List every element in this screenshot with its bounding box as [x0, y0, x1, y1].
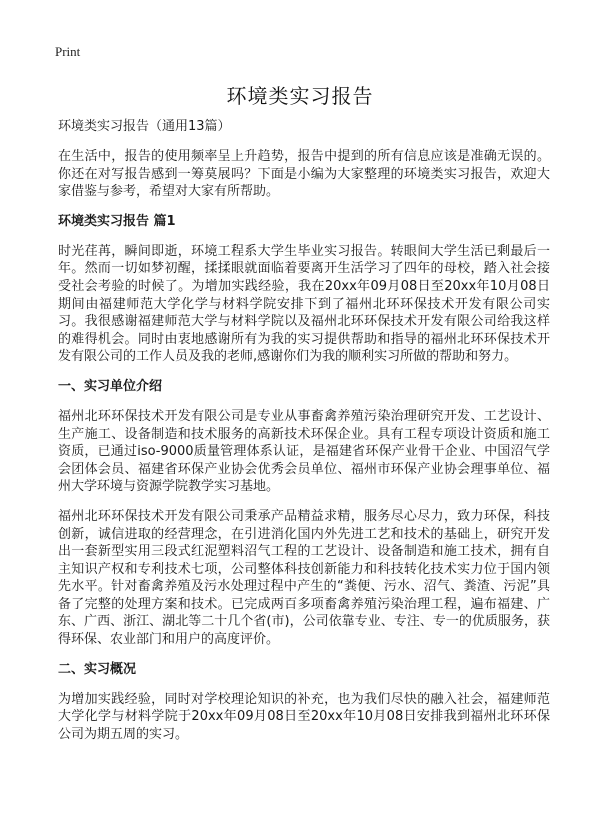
- overview-paragraph: 为增加实践经验，同时对学校理论知识的补充，也为我们尽快的融入社会，福建师范大学化学与材料学院于20xx年09月08日至20xx年10月08日安排我到福州北环环保公司为期五周的实习。: [58, 691, 550, 742]
- document-title: 环境类实习报告: [226, 84, 374, 108]
- section-heading-company: 一、实习单位介绍: [58, 378, 163, 394]
- document-body: [58, 118, 550, 755]
- article-heading: 环境类实习报告 篇1: [58, 213, 176, 229]
- print-link[interactable]: Print: [55, 44, 81, 59]
- company-paragraph-1: 福州北环环保技术开发有限公司是专业从事畜禽养殖污染治理研究开发、工艺设计、生产施工、设备制造和技术服务的高新技术环保企业。具有工程专项设计资质和施工资质，已通过iso-9000质量管理体系认证，是福建省环保产业骨干企业、中国沼气学会团体会员、福建省环保产业协会优秀会员单位、福州市环保产业协会理事单位、福州大学环境与资源学院教学实习基地。: [58, 408, 550, 495]
- article-paragraph: 时光荏苒，瞬间即逝，环境工程系大学生毕业实习报告。转眼间大学生活已剩最后一年。然而一切如梦初醒，揉揉眼就面临着要离开生活学习了四年的母校，踏入社会接受社会考验的时候了。为增加实践经验，我在20xx年09月08日至20xx年10月08日期间由福建师范大学化学与材料学院安排下到了福州北环环保技术开发有限公司实习。我很感谢福建师范大学与材料学院以及福州北环环保技术开发有限公司给我这样的难得机会。同时由衷地感谢所有为我的实习提供帮助和指导的福州北环环保技术开发有限公司的工作人员及我的老师,感谢你们为我的顺利实习所做的帮助和努力。: [58, 243, 550, 365]
- intro-paragraph: 在生活中，报告的使用频率呈上升趋势，报告中提到的所有信息应该是准确无误的。你还在对写报告感到一筹莫展吗？下面是小编为大家整理的环境类实习报告，欢迎大家借鉴与参考，希望对大家有所帮助。: [58, 149, 550, 200]
- document-subtitle: 环境类实习报告（通用13篇）: [58, 119, 231, 134]
- section-heading-overview: 二、实习概况: [58, 661, 137, 677]
- company-paragraph-2: 福州北环环保技术开发有限公司秉承产品精益求精，服务尽心尽力，致力环保，科技创新，诚信进取的经营理念，在引进消化国内外先进工艺和技术的基础上，研究开发出一套新型实用三段式红泥塑料沼气工程的工艺设计、设备制造和施工技术，拥有自主知识产权和专利技术七项，公司整体科技创新能力和科技转化技术实力位于国内领先水平。针对畜禽养殖及污水处理过程中产生的“粪便、污水、沼气、粪渣、污泥”具备了完整的处理方案和技术。已完成两百多项畜禽养殖污染治理工程，遍布福建、广东、广西、浙江、湖北等二十几个省(市)，公司依靠专业、专注、专一的优质服务，获得环保、农业部门和用户的高度评价。: [58, 508, 550, 648]
